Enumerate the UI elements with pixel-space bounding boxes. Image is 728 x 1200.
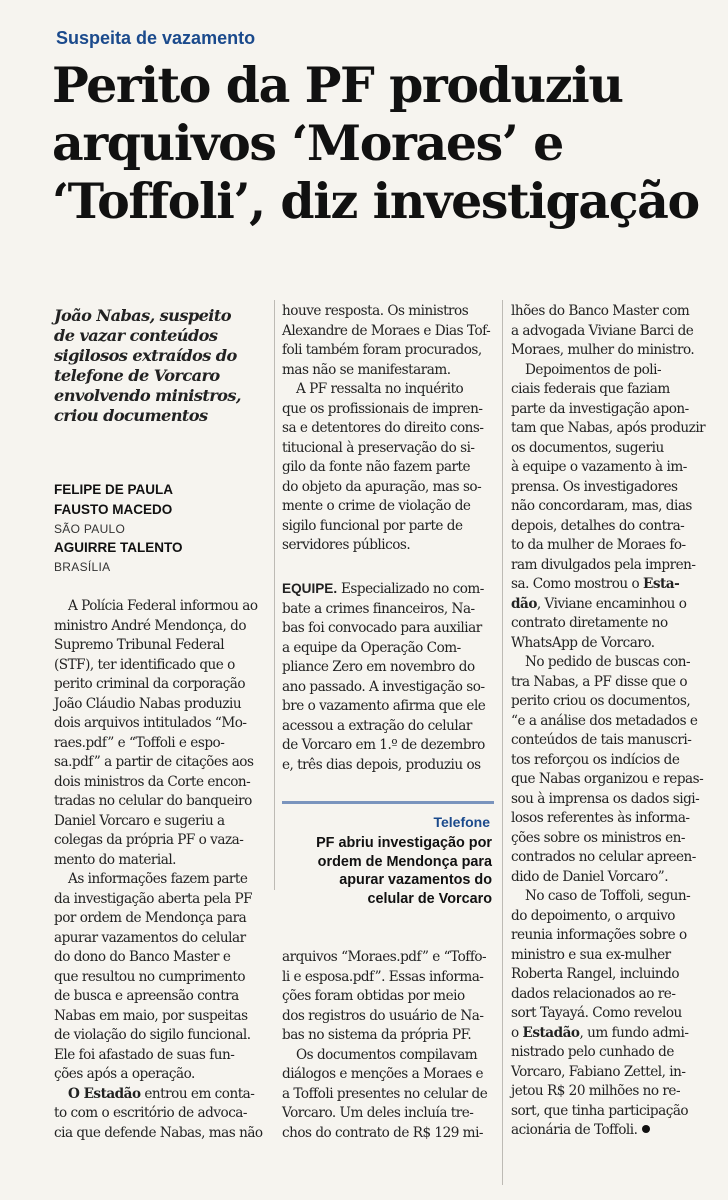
article-column-3	[511, 302, 723, 1141]
text-fragment: acionária de Toffoli.	[511, 1122, 638, 1138]
end-of-article-icon	[642, 1125, 650, 1133]
byline-author: AGUIRRE TALENTO	[54, 540, 183, 555]
newspaper-name: O Estadão	[68, 1085, 141, 1102]
box-title	[282, 834, 492, 908]
byline-place: SÃO PAULO	[54, 522, 126, 536]
text-line: No caso de Toffoli, segun-	[525, 888, 691, 904]
text-line: Vorcaro, Fabiano Zettel, in-	[511, 1063, 686, 1080]
text-line: colegas da própria PF o vaza-	[54, 832, 244, 848]
text-line: prensa. Os investigadores	[511, 478, 678, 495]
text-line: que Nabas organizou e repas-	[511, 771, 704, 787]
text-line: dois arquivos intitulados “Mo-	[54, 715, 247, 731]
text-fragment: Especializado no com-	[337, 581, 484, 597]
byline-author: FELIPE DE PAULA	[54, 482, 174, 497]
text-line: Supremo Tribunal Federal	[54, 637, 225, 653]
text-line: contrados no celular apreen-	[511, 849, 696, 865]
box-title-line: PF abriu investigação por	[316, 835, 492, 851]
text-line: e, três dias depois, produziu os	[282, 756, 481, 773]
text-line: de violação do sigilo funcional.	[54, 1027, 251, 1043]
text-line: Ele foi afastado de suas fun-	[54, 1046, 235, 1063]
text-line: os documentos, sugeriu	[511, 439, 664, 456]
text-line	[54, 1085, 266, 1105]
text-line: losos referentes às informa-	[511, 810, 690, 826]
text-line: bas no sistema da própria PF.	[282, 1027, 472, 1043]
text-line: li e esposa.pdf”. Essas informa-	[282, 968, 484, 985]
text-line: mento do material.	[54, 851, 176, 868]
text-line: da investigação aberta pela PF	[54, 890, 253, 907]
text-line: foli também foram procurados,	[282, 342, 482, 358]
headline-line: Perito da PF produziu	[52, 56, 623, 114]
text-line: ano passado. A investigação so-	[282, 678, 485, 695]
text-line: do objeto da apuração, mas so-	[282, 478, 482, 495]
text-line: ram divulgados pela impren-	[511, 556, 696, 573]
text-line: tos reforçou os indícios de	[511, 751, 680, 768]
text-line: depois, detalhes do contra-	[511, 517, 685, 534]
text-line	[511, 1121, 723, 1141]
text-line: cia que defende Nabas, mas não	[54, 1124, 263, 1141]
box-title-line: ordem de Mendonça para	[317, 853, 492, 870]
headline-line: ‘Toffoli’, diz investigação	[52, 172, 699, 230]
text-line: tam que Nabas, após produzir	[511, 420, 706, 436]
newspaper-name: dão	[511, 595, 537, 612]
text-line: diálogos e menções a Moraes e	[282, 1066, 484, 1082]
text-line: dois ministros da Corte encon-	[54, 773, 251, 790]
article-column-1	[54, 597, 266, 1143]
text-line: perito criou os documentos,	[511, 693, 691, 709]
text-line: ministro e sua ex-mulher	[511, 946, 671, 963]
text-line: Roberta Rangel, incluindo	[511, 966, 680, 982]
text-line: (STF), ter identificado que o	[54, 656, 235, 673]
box-title-line: apurar vazamentos do	[339, 872, 492, 888]
text-line: sa e detentores do direito cons-	[282, 420, 484, 436]
text-line	[282, 579, 494, 600]
headline-line: arquivos ‘Moraes’ e	[52, 114, 563, 172]
deck-line: telefone de Vorcaro	[54, 366, 220, 385]
text-line: ções foram obtidas por meio	[282, 988, 465, 1004]
text-line: não concordaram, mas, dias	[511, 498, 692, 514]
text-line: Depoimentos de poli-	[525, 361, 662, 378]
text-line: ministro André Mendonça, do	[54, 617, 247, 634]
deck-line: criou documentos	[54, 406, 208, 425]
text-line: a advogada Viviane Barci de	[511, 322, 694, 339]
text-line: WhatsApp de Vorcaro.	[511, 634, 655, 651]
deck-line: de vazar conteúdos	[54, 326, 218, 345]
text-line: bre o vazamento afirma que ele	[282, 698, 486, 714]
byline-author: FAUSTO MACEDO	[54, 502, 173, 517]
text-fragment: o	[511, 1024, 523, 1041]
text-line: lhões do Banco Master com	[511, 303, 690, 319]
text-line: sa.pdf” a partir de citações aos	[54, 754, 254, 770]
text-line: sort Tayayá. Como revelou	[511, 1005, 682, 1021]
byline	[54, 480, 266, 576]
text-line: A PF ressalta no inquérito	[296, 381, 464, 397]
text-line: to com o escritório de advoca-	[54, 1105, 248, 1121]
text-line: por ordem de Mendonça para	[54, 910, 247, 926]
text-line: perito criminal da corporação	[54, 676, 246, 692]
text-line: nistrado pelo cunhado de	[511, 1044, 674, 1060]
box-kicker: Telefone	[433, 814, 490, 830]
article-column-2	[282, 302, 494, 556]
text-line: “e a análise dos metadados e	[511, 712, 698, 729]
article-column-2-equipe	[282, 579, 494, 775]
text-line: sigilo funcional por parte de	[282, 517, 463, 534]
text-line	[511, 1024, 723, 1044]
text-line	[511, 595, 723, 615]
headline	[52, 56, 722, 230]
text-line: sou à imprensa os dados sigi-	[511, 790, 700, 807]
text-line: de Vorcaro em 1.º de dezembro	[282, 737, 485, 753]
text-line	[511, 575, 723, 595]
section-kicker: Suspeita de vazamento	[56, 28, 256, 48]
column-rule	[274, 300, 275, 890]
column-rule	[502, 300, 503, 1185]
box-title-line: celular de Vorcaro	[367, 890, 492, 907]
section-lead: EQUIPE.	[282, 581, 338, 596]
text-line: do depoimento, o arquivo	[511, 907, 675, 924]
text-line: tra Nabas, a PF disse que o	[511, 673, 688, 690]
text-line: que os profissionais de impren-	[282, 400, 483, 417]
text-line: titucional à preservação do si-	[282, 439, 475, 456]
deck	[54, 306, 266, 426]
text-line: contrato diretamente no	[511, 615, 668, 631]
text-line: Nabas em maio, por suspeitas	[54, 1007, 248, 1024]
text-line: mente o crime de violação de	[282, 498, 471, 514]
text-line: ções após a operação.	[54, 1066, 195, 1082]
text-line: mas não se manifestaram.	[282, 361, 451, 378]
text-line: apurar vazamentos do celular	[54, 929, 246, 946]
text-line: ciais federais que faziam	[511, 381, 670, 397]
text-line: No pedido de buscas con-	[525, 654, 691, 670]
deck-line: envolvendo ministros,	[54, 386, 241, 405]
newspaper-name: Estadão	[522, 1024, 580, 1041]
text-line: arquivos “Moraes.pdf” e “Toffo-	[282, 949, 487, 965]
text-line: As informações fazem parte	[68, 871, 248, 887]
text-line: raes.pdf” e “Toffoli e espo-	[54, 734, 225, 751]
text-line: Os documentos compilavam	[296, 1046, 478, 1063]
text-line: dados relacionados ao re-	[511, 985, 676, 1002]
text-line: servidores públicos.	[282, 537, 411, 553]
text-fragment: entrou em conta-	[140, 1085, 255, 1102]
text-line: à equipe o vazamento à im-	[511, 459, 687, 475]
text-line: chos do contrato de R$ 129 mi-	[282, 1124, 484, 1141]
text-line: conteúdos de tais manuscri-	[511, 732, 692, 748]
text-line: do dono do Banco Master e	[54, 949, 231, 965]
newspaper-name: Esta-	[642, 576, 680, 592]
text-fragment: , Viviane encaminhou o	[536, 595, 687, 612]
text-line: Vorcaro. Um deles incluía tre-	[282, 1105, 474, 1121]
text-line: A Polícia Federal informou ao	[68, 598, 258, 614]
text-line: Moraes, mulher do ministro.	[511, 342, 695, 358]
text-line: bate a crimes financeiros, Na-	[282, 600, 475, 617]
text-line: reunia informações sobre o	[511, 927, 687, 943]
text-line: dos registros do usuário de Na-	[282, 1007, 484, 1024]
text-line: Alexandre de Moraes e Dias Tof-	[282, 322, 491, 339]
text-line: houve resposta. Os ministros	[282, 303, 469, 319]
text-fragment: sa. Como mostrou o	[511, 576, 643, 592]
box-rule	[282, 801, 494, 804]
text-line: bas foi convocado para auxiliar	[282, 620, 482, 636]
text-line: a equipe da Operação Com-	[282, 639, 461, 656]
text-line: de busca e apreensão contra	[54, 988, 239, 1004]
text-line: a Toffoli presentes no celular de	[282, 1085, 488, 1102]
text-line: ções sobre os ministros en-	[511, 829, 685, 846]
article-column-2-continued	[282, 948, 494, 1143]
text-line: to da mulher de Moraes fo-	[511, 537, 686, 553]
deck-line: João Nabas, suspeito	[54, 306, 231, 325]
text-line: Daniel Vorcaro e sugeriu a	[54, 812, 225, 829]
text-line: tradas no celular do banqueiro	[54, 793, 252, 809]
text-fragment: , um fundo admi-	[579, 1024, 689, 1041]
byline-place: BRASÍLIA	[54, 560, 111, 574]
text-line: pliance Zero em novembro do	[282, 659, 475, 675]
text-line: dido de Daniel Vorcaro”.	[511, 868, 669, 885]
text-line: João Cláudio Nabas produziu	[54, 695, 242, 712]
text-line: jetou R$ 20 milhões no re-	[511, 1083, 681, 1099]
text-line: sort, que tinha participação	[511, 1102, 689, 1119]
text-line: parte da investigação apon-	[511, 400, 689, 417]
deck-line: sigilosos extraídos do	[54, 346, 237, 365]
text-line: gilo da fonte não fazem parte	[282, 459, 471, 475]
text-line: acessou a extração do celular	[282, 717, 472, 734]
text-line: que resultou no cumprimento	[54, 968, 246, 985]
